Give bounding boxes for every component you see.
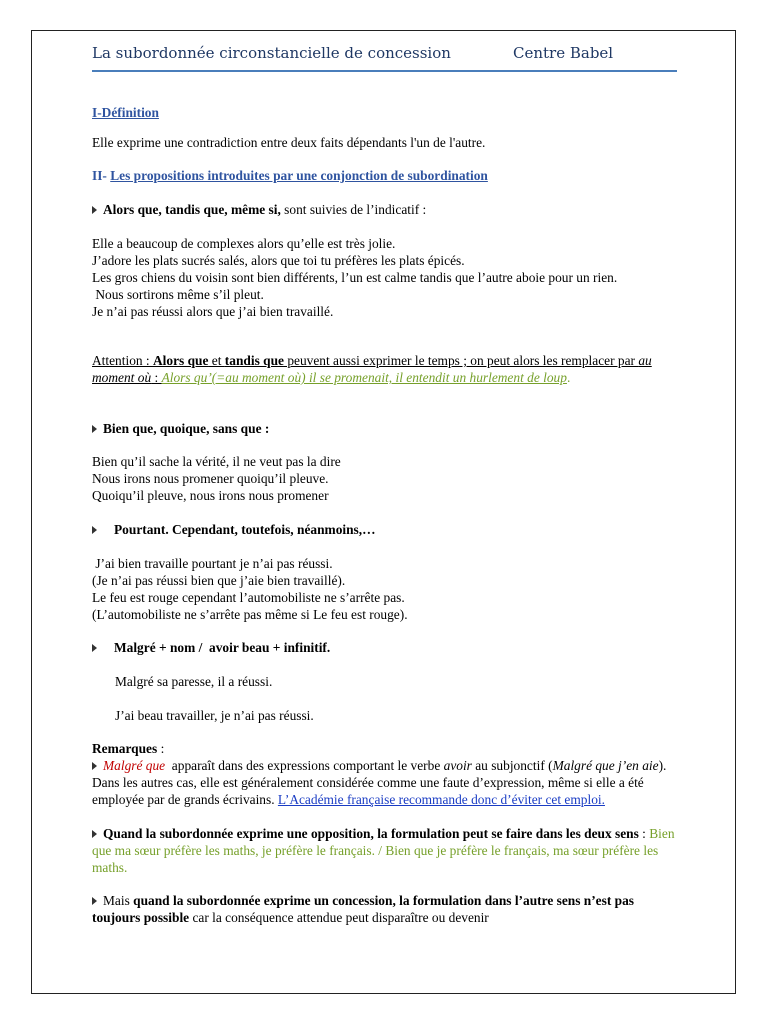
bullet-arrow-icon (92, 425, 97, 433)
example-line: (L’automobiliste ne s’arrête pas même si Le feu est rouge). (92, 607, 408, 622)
example-line: Le feu est rouge cependant l’automobiliste ne s’arrête pas. (92, 590, 405, 605)
bullet-arrow-icon (92, 762, 97, 770)
document-page (31, 30, 736, 994)
examples-group-1 (92, 235, 677, 320)
bullet-alors-que: Alors que, tandis que, même si, sont suivies de l’indicatif : (92, 201, 677, 218)
bullet-pourtant: Pourtant. Cependant, toutefois, néanmoins,… (92, 521, 677, 538)
remarques-heading: Remarques : (92, 741, 165, 756)
bullet-malgre: Malgré + nom / avoir beau + infinitif. (92, 639, 677, 656)
example-line: Les gros chiens du voisin sont bien différents, l’un est calme tandis que l’autre aboie pour un rien. (92, 270, 618, 285)
examples-group-2 (92, 453, 677, 504)
remark-malgre-que: Malgré que apparaît dans des expressions comportant le verbe avoir au subjonctif (Malgré que j’en aie). Dans les autres cas, elle est généralement considérée comme une faute d’expression, même si elle a été employée par de grands écrivains. L’Académie française recommande donc d’éviter cet emploi. (92, 758, 667, 807)
example-malgre: Malgré sa paresse, il a réussi. (115, 674, 273, 689)
example-line: Quoiqu’il pleuve, nous irons nous promener (92, 488, 329, 503)
remark-opposition: Quand la subordonnée exprime une opposition, la formulation peut se faire dans les deux sens : Bien que ma sœur préfère les maths, je préfère le français. / Bien que je préfère le français, ma sœur préfère les maths. (92, 826, 675, 875)
header-school: Centre Babel (513, 44, 614, 62)
example-line: J’adore les plats sucrés salés, alors que toi tu préfères les plats épicés. (92, 253, 465, 268)
example-line: Elle a beaucoup de complexes alors qu’elle est très jolie. (92, 236, 396, 251)
example-line: Bien qu’il sache la vérité, il ne veut pas la dire (92, 454, 341, 469)
attention-note: Attention : Alors que et tandis que peuvent aussi exprimer le temps ; on peut alors les remplacer par au moment où : Alors qu’(=au moment où) il se promenait, il entendit un hurlement de loup. (92, 353, 652, 385)
remark-concession: Mais quand la subordonnée exprime un concession, la formulation dans l’autre sens n’est pas toujours possible car la conséquence attendue peut disparaître ou devenir (92, 893, 634, 925)
bullet-arrow-icon (92, 206, 97, 214)
example-line: J’ai bien travaille pourtant je n’ai pas réussi. (92, 556, 333, 571)
bullet-bien-que: Bien que, quoique, sans que : (92, 420, 677, 437)
section-2-heading: II- Les propositions introduites par une conjonction de subordination (92, 168, 488, 183)
example-line: Nous sortirons même s’il pleut. (92, 287, 264, 302)
bullet-arrow-icon (92, 644, 97, 652)
example-line: Je n’ai pas réussi alors que j’ai bien travaillé. (92, 304, 334, 319)
definition-text: Elle exprime une contradiction entre deux faits dépendants l'un de l'autre. (92, 135, 486, 150)
example-avoir-beau: J’ai beau travailler, je n’ai pas réussi. (115, 708, 314, 723)
page-header (92, 44, 677, 72)
example-line: (Je n’ai pas réussi bien que j’aie bien travaillé). (92, 573, 346, 588)
bullet-arrow-icon (92, 897, 97, 905)
section-1-heading: I-Définition (92, 105, 159, 120)
examples-group-3 (92, 555, 677, 623)
bullet-arrow-icon (92, 830, 97, 838)
bullet-arrow-icon (92, 526, 97, 534)
example-line: Nous irons nous promener quoiqu’il pleuve. (92, 471, 329, 486)
academie-link[interactable]: L’Académie française recommande donc d’éviter cet emploi. (277, 792, 605, 807)
header-title: La subordonnée circonstancielle de concession (92, 44, 451, 62)
